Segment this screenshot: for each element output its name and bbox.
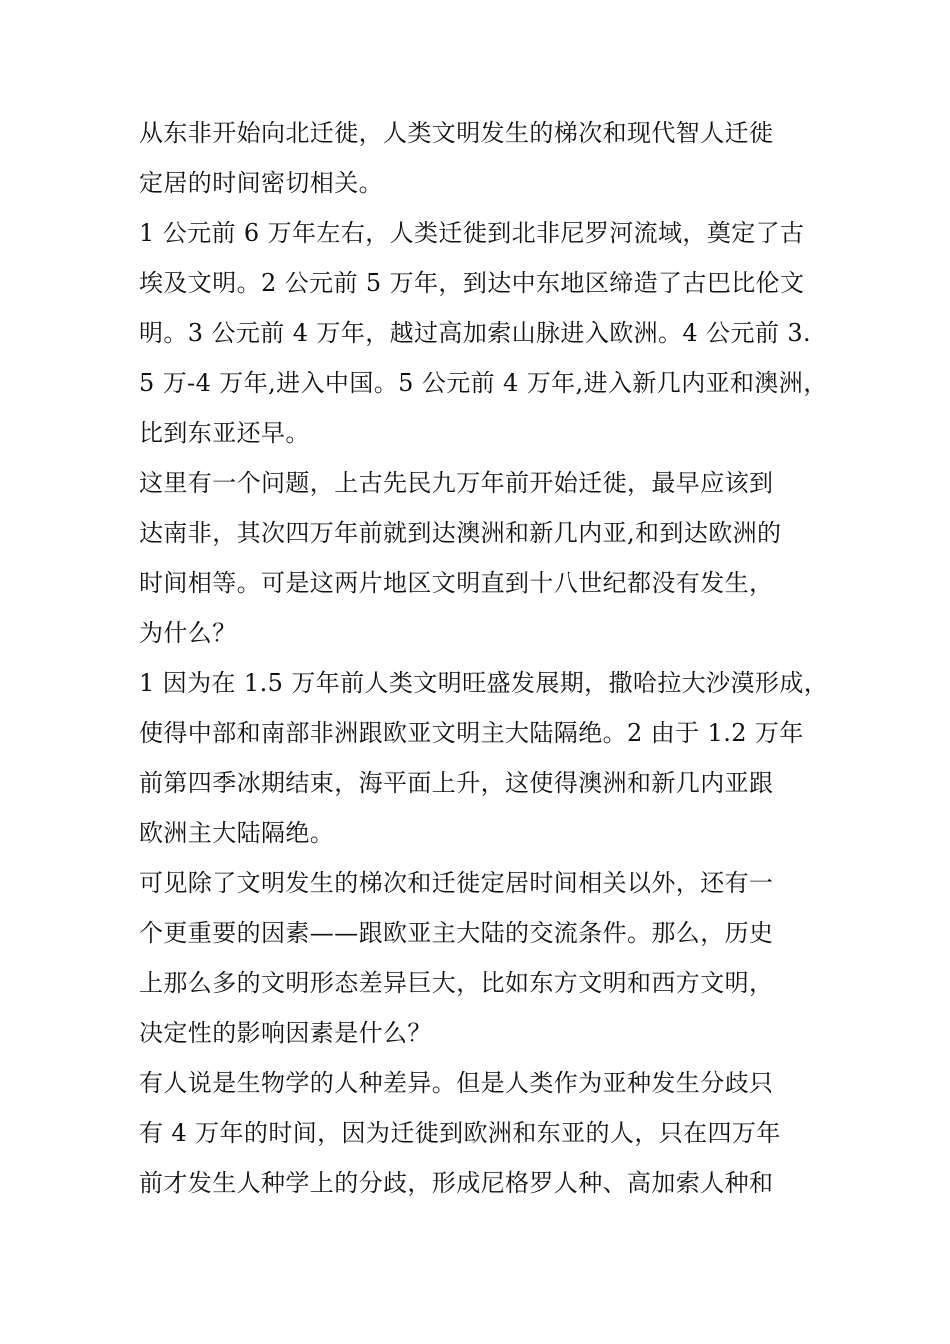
- text-line: 明。3 公元前 4 万年，越过高加索山脉进入欧洲。4 公元前 3.: [139, 319, 812, 347]
- paragraph-5: [139, 858, 829, 1058]
- text-line: 比到东亚还早。: [139, 419, 310, 447]
- text-line: 可见除了文明发生的梯次和迁徙定居时间相关以外，还有一: [139, 869, 774, 897]
- text-line: 5 万-4 万年,进入中国。5 公元前 4 万年,进入新几内亚和澳洲，: [139, 369, 828, 397]
- text-line: 埃及文明。2 公元前 5 万年，到达中东地区缔造了古巴比伦文: [139, 269, 805, 297]
- text-line: 达南非，其次四万年前就到达澳洲和新几内亚,和到达欧洲的: [139, 519, 782, 547]
- paragraph-3: [139, 458, 829, 658]
- text-line: 前才发生人种学上的分歧，形成尼格罗人种、高加索人种和: [139, 1169, 774, 1197]
- text-line: 使得中部和南部非洲跟欧亚文明主大陆隔绝。2 由于 1.2 万年: [139, 719, 804, 747]
- text-line: 时间相等。可是这两片地区文明直到十八世纪都没有发生，: [139, 569, 774, 597]
- paragraph-2: [139, 208, 829, 458]
- text-line: 1 公元前 6 万年左右，人类迁徙到北非尼罗河流域，奠定了古: [139, 219, 805, 247]
- text-line: 为什么？: [139, 619, 237, 647]
- text-line: 从东非开始向北迁徙，人类文明发生的梯次和现代智人迁徙: [139, 119, 774, 147]
- text-line: 有人说是生物学的人种差异。但是人类作为亚种发生分歧只: [139, 1069, 774, 1097]
- text-line: 有 4 万年的时间，因为迁徙到欧洲和东亚的人，只在四万年: [139, 1119, 781, 1147]
- paragraph-6: [139, 1058, 829, 1208]
- text-line: 定居的时间密切相关。: [139, 169, 383, 197]
- text-line: 个更重要的因素——跟欧亚主大陆的交流条件。那么，历史: [139, 919, 774, 947]
- text-line: 上那么多的文明形态差异巨大，比如东方文明和西方文明，: [139, 969, 774, 997]
- text-line: 决定性的影响因素是什么？: [139, 1019, 432, 1047]
- paragraph-4: [139, 658, 829, 858]
- paragraph-1: [139, 108, 829, 208]
- text-line: 欧洲主大陆隔绝。: [139, 819, 335, 847]
- text-line: 这里有一个问题，上古先民九万年前开始迁徙，最早应该到: [139, 469, 774, 497]
- text-line: 1 因为在 1.5 万年前人类文明旺盛发展期，撒哈拉大沙漠形成，: [139, 669, 829, 697]
- document-body: [139, 108, 829, 1208]
- text-line: 前第四季冰期结束，海平面上升，这使得澳洲和新几内亚跟: [139, 769, 774, 797]
